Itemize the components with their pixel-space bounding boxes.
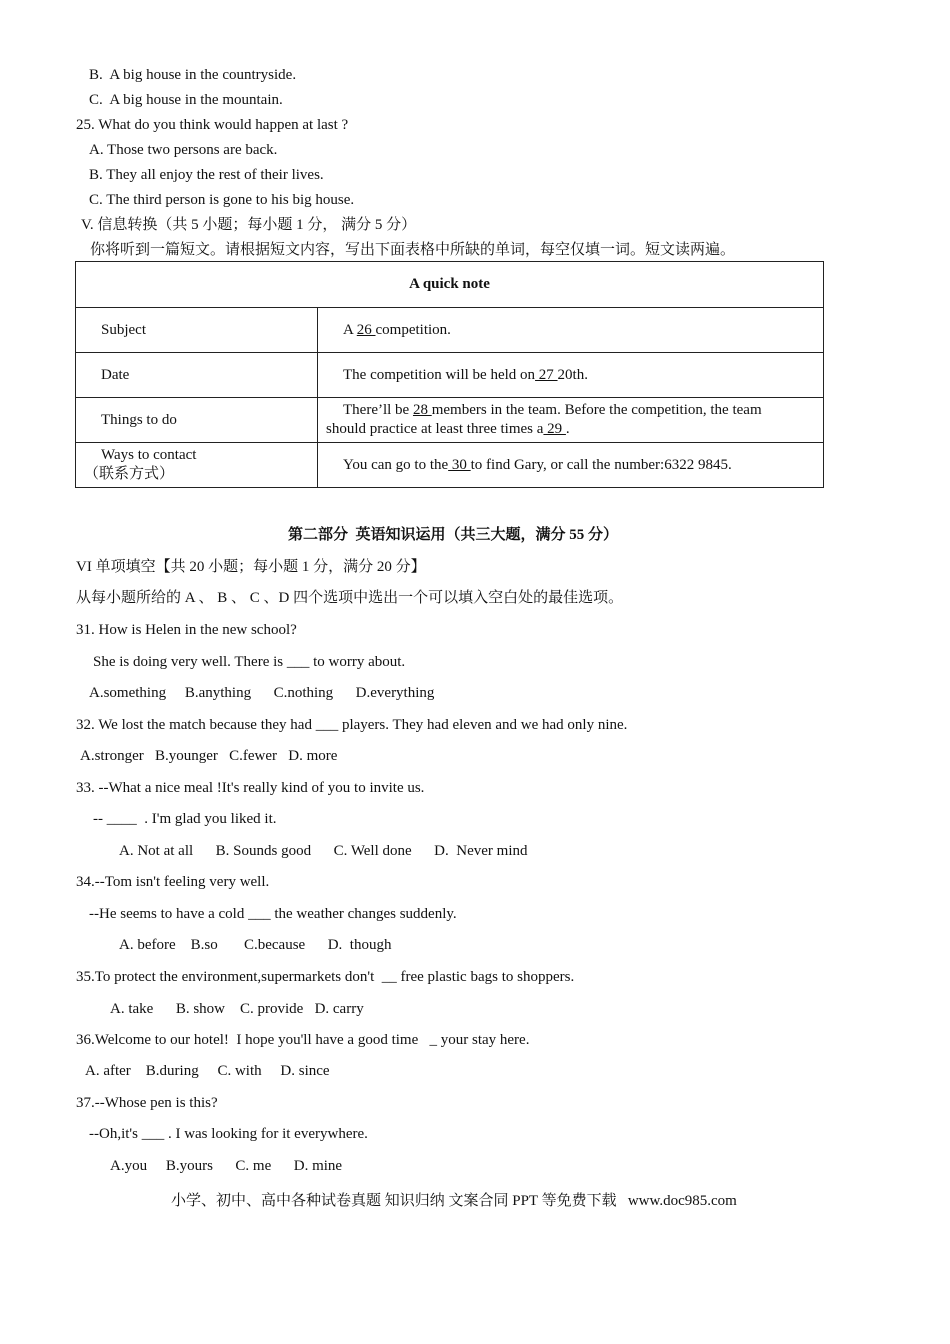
row-content: You can go to the 30 to find Gary, or call the number:6322 9845. bbox=[318, 443, 824, 488]
page-footer: 小学、初中、高中各种试卷真题 知识归纳 文案合同 PPT 等免费下载 www.doc985.com bbox=[171, 1193, 737, 1209]
q36-options: A. after B.during C. with D. since bbox=[85, 1063, 330, 1079]
q25-option-a: A. Those two persons are back. bbox=[89, 142, 278, 158]
q32-question: 32. We lost the match because they had ___ players. They had eleven and we had only nine. bbox=[76, 717, 628, 733]
q24-option-b: B. A big house in the countryside. bbox=[89, 67, 297, 83]
q33-question: 33. --What a nice meal !It's really kind of you to invite us. bbox=[76, 780, 425, 796]
row-content: The competition will be held on 27 20th. bbox=[318, 353, 824, 398]
row-content: A 26 competition. bbox=[318, 308, 824, 353]
q35-options: A. take B. show C. provide D. carry bbox=[110, 1001, 364, 1017]
section5-instruction: 你将听到一篇短文。请根据短文内容，写出下面表格中所缺的单词，每空仅填一词。短文读两遍。 bbox=[90, 242, 736, 258]
table-row bbox=[76, 308, 824, 353]
q37-question: 37.--Whose pen is this? bbox=[76, 1095, 218, 1111]
section6-instruction: 从每小题所给的 A 、 B 、 C 、D 四个选项中选出一个可以填入空白处的最佳选项。 bbox=[76, 590, 624, 606]
q36-question: 36.Welcome to our hotel! I hope you'll have a good time _ your stay here. bbox=[76, 1032, 530, 1048]
row-content: There’ll be 28 members in the team. Before the competition, the team should practice at least three times a 29 . bbox=[318, 398, 824, 443]
q31-line2: She is doing very well. There is ___ to worry about. bbox=[93, 654, 406, 670]
table-row bbox=[76, 443, 824, 488]
q25-question: 25. What do you think would happen at last ? bbox=[76, 117, 349, 133]
q35-question: 35.To protect the environment,supermarkets don't __ free plastic bags to shoppers. bbox=[76, 969, 575, 985]
row-label: Ways to contact （联系方式） bbox=[76, 443, 318, 488]
q25-option-c: C. The third person is gone to his big house. bbox=[89, 192, 355, 208]
row-label: Subject bbox=[76, 308, 318, 353]
blank-26: 26 bbox=[356, 321, 376, 338]
section6-title: VI 单项填空【共 20 小题；每小题 1 分，满分 20 分】 bbox=[76, 559, 426, 575]
blank-30: 30 bbox=[448, 456, 471, 473]
table-row bbox=[76, 353, 824, 398]
q33-line2: -- ____ . I'm glad you liked it. bbox=[93, 811, 277, 827]
blank-29: 29 bbox=[543, 421, 566, 437]
q34-line2: --He seems to have a cold ___ the weather changes suddenly. bbox=[89, 906, 457, 922]
q33-options: A. Not at all B. Sounds good C. Well done D. Never mind bbox=[119, 843, 528, 859]
q32-options: A.stronger B.younger C.fewer D. more bbox=[80, 748, 338, 764]
blank-27: 27 bbox=[535, 366, 558, 383]
q24-option-c: C. A big house in the mountain. bbox=[89, 92, 283, 108]
section5-title: V. 信息转换（共 5 小题；每小题 1 分， 满分 5 分） bbox=[81, 217, 417, 233]
quick-note-title: A quick note bbox=[76, 262, 824, 308]
blank-28: 28 bbox=[412, 402, 432, 418]
part2-title: 第二部分 英语知识运用（共三大题，满分 55 分） bbox=[288, 527, 619, 543]
q25-option-b: B. They all enjoy the rest of their lives. bbox=[89, 167, 324, 183]
quick-note-table bbox=[75, 261, 824, 488]
q34-options: A. before B.so C.because D. though bbox=[119, 937, 392, 953]
q34-question: 34.--Tom isn't feeling very well. bbox=[76, 874, 270, 890]
table-row bbox=[76, 398, 824, 443]
q31-options: A.something B.anything C.nothing D.everything bbox=[89, 685, 435, 701]
q31-question: 31. How is Helen in the new school? bbox=[76, 622, 297, 638]
q37-options: A.you B.yours C. me D. mine bbox=[110, 1158, 343, 1174]
q37-line2: --Oh,it's ___ . I was looking for it everywhere. bbox=[89, 1126, 368, 1142]
row-label: Date bbox=[76, 353, 318, 398]
row-label: Things to do bbox=[76, 398, 318, 443]
